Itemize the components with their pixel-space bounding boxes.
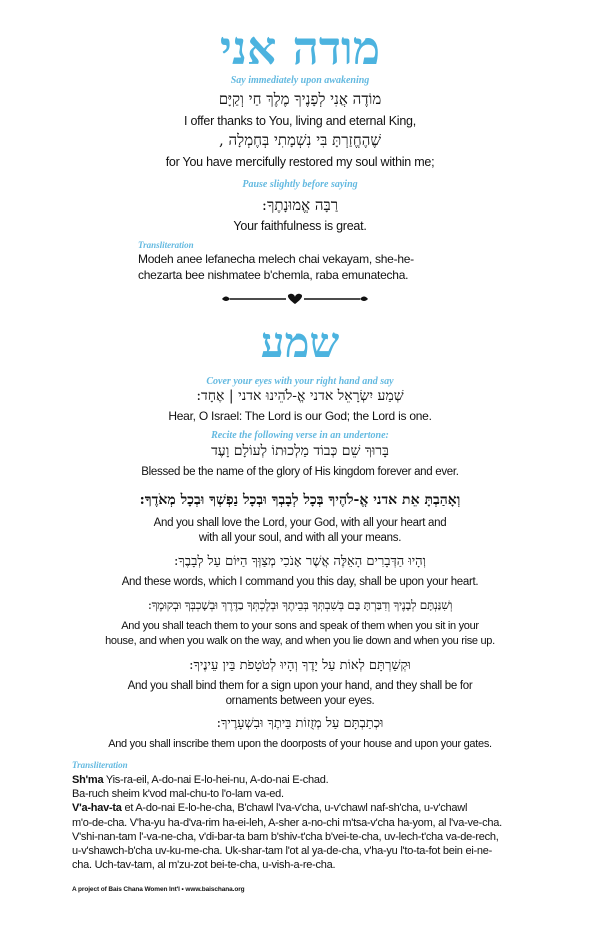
shema-english-line-6b: ornaments between your eyes. xyxy=(225,695,375,707)
shema-english-line-6a: And you shall bind them for a sign upon your hand, and they shall be for xyxy=(127,680,473,692)
modeh-english-line-3: Your faithfulness is great. xyxy=(233,219,367,233)
shema-transliteration-line: V'shi-nan-tam l'-va-ne-cha, v'di-bar-ta bam b'shiv-t'cha b'vei-te-cha, uv-lech-t'cha va-de-rech, xyxy=(72,830,499,843)
modeh-english-line-2: for You have mercifully restored my soul within me; xyxy=(165,155,435,169)
shema-transliteration-line: Ba-ruch sheim k'vod mal-chu-to l'o-lam va-ed. xyxy=(72,788,284,801)
shema-hebrew-line-2: בָּרוּךְ שֵׁם כְּבוֹד מַלְכוּתוֹ לְעוֹלָם וָעֶד xyxy=(211,443,389,459)
shema-instruction-cover-eyes: Cover your eyes with your right hand and say xyxy=(206,376,394,387)
modeh-transliteration-label: Transliteration xyxy=(138,240,194,250)
shema-transliteration-shma-label: Sh'ma xyxy=(72,774,104,786)
shema-english-line-3a: And you shall love the Lord, your God, with all your heart and xyxy=(153,517,447,529)
ornamental-heart-divider-icon xyxy=(220,292,370,306)
shema-instruction-undertone: Recite the following verse in an undertone: xyxy=(211,430,389,441)
shema-transliteration-line: u-v'shawch-b'cha uv-ku-me-cha. Uk-shar-tam l'ot al ya-de-cha, v'ha-yu l'to-ta-fot bein ei-ne- xyxy=(72,845,493,858)
modeh-instruction-awakening: Say immediately upon awakening xyxy=(230,75,370,86)
shema-transliteration-line: Sh'ma Yis-ra-eil, A-do-nai E-lo-hei-nu, A-do-nai E-chad. xyxy=(72,774,329,786)
shema-hebrew-line-6: וּקְשַׁרְתָּם לְאוֹת עַל יָדֶךָ וְהָיוּ לְטֹטָפֹת בֵּין עֵינֶיךָ: xyxy=(189,658,411,673)
modeh-hebrew-line-3: רַבָּה אֱמוּנָתֶךָ: xyxy=(261,196,339,214)
modeh-hebrew-line-2: שֶׁהֶחֱזַרְתָּ בִּי נִשְׁמָתִי בְּחֶמְלָה , xyxy=(219,131,381,149)
shema-transliteration-line: V'a-hav-ta et A-do-nai E-lo-he-cha, B'chawl l'va-v'cha, u-v'chawl naf-sh'cha, u-v'chawl xyxy=(72,802,468,815)
shema-english-line-2: Blessed be the name of the glory of His kingdom forever and ever. xyxy=(141,466,459,478)
shema-transliteration-line: cha. Uch-tav-tam, al m'zu-zot bei-te-cha, u-vish-a-re-cha. xyxy=(72,859,336,872)
shema-transliteration-label: Transliteration xyxy=(72,760,128,770)
shema-english-line-7: And you shall inscribe them upon the doorposts of your house and upon your gates. xyxy=(108,738,492,750)
shema-english-line-5b: house, and when you walk on the way, and when you lie down and when you rise up. xyxy=(105,635,495,647)
shema-english-line-5a: And you shall teach them to your sons and speak of them when you sit in your xyxy=(121,620,479,632)
shema-title: שמע xyxy=(260,318,340,367)
modeh-ani-title: מודה אני xyxy=(219,21,381,75)
shema-hebrew-line-5: וְשִׁנַּנְתָּם לְבָנֶיךָ וְדִבַּרְתָּ בָּם בְּשִׁבְתְּךָ בְּבֵיתֶךָ וּבְלֶכְתְּךָ בַדֶּרֶךְ וּבְשָׁכְבְּךָ וּבְקוּמֶךָ: xyxy=(147,598,453,612)
modeh-transliteration xyxy=(138,251,414,283)
modeh-transliteration-line: chezarta bee nishmatee b'chemla, raba emunatecha. xyxy=(138,268,409,282)
shema-english-line-1: Hear, O Israel: The Lord is our God; the Lord is one. xyxy=(168,409,432,423)
modeh-instruction-pause: Pause slightly before saying xyxy=(242,179,358,190)
modeh-hebrew-line-1: מוֹדֶה אֲנִי לְפָנֶיךָ מֶלֶךְ חַי וְקַיָּם xyxy=(218,90,382,108)
shema-english-line-3b: with all your soul, and with all your means. xyxy=(198,532,402,544)
shema-transliteration xyxy=(72,773,572,872)
shema-transliteration-line: m'o-de-cha. V'ha-yu ha-d'va-rim ha-ei-leh, A-sher a-no-chi m'tsa-v'cha ha-yom, al l'va-ve-cha. xyxy=(72,816,502,829)
shema-english-line-4: And these words, which I command you this day, shall be upon your heart. xyxy=(121,576,479,588)
shema-hebrew-line-1: שְׁמַע יִשְׂרָאֵל אדני אֱ-לֹהֵינוּ אדני | אֶחָד: xyxy=(196,388,404,404)
shema-hebrew-line-4: וְהָיוּ הַדְּבָרִים הָאֵלֶּה אֲשֶׁר אָנֹכִי מְצַוְּךָ הַיּוֹם עַל לְבָבֶךָ: xyxy=(174,554,426,569)
shema-hebrew-line-7: וּכְתַבְתָּם עַל מְזֻזוֹת בֵּיתֶךָ וּבִשְׁעָרֶיךָ: xyxy=(216,716,384,731)
footer-credit: A project of Bais Chana Women Int'l • www.baischana.org xyxy=(72,886,245,893)
modeh-english-line-1: I offer thanks to You, living and eternal King, xyxy=(184,114,416,128)
shema-hebrew-line-3: וְאָהַבְתָּ אֵת אדני אֱ-לֹהֶיךָ בְּכָל לְבָבְךָ וּבְכָל נַפְשְׁךָ וּבְכָל מְאֹדֶךָ: xyxy=(139,492,461,508)
modeh-transliteration-line: Modeh anee lefanecha melech chai vekayam, she-he- xyxy=(138,252,414,266)
shema-transliteration-vahav-label: V'a-hav-ta xyxy=(72,802,122,815)
